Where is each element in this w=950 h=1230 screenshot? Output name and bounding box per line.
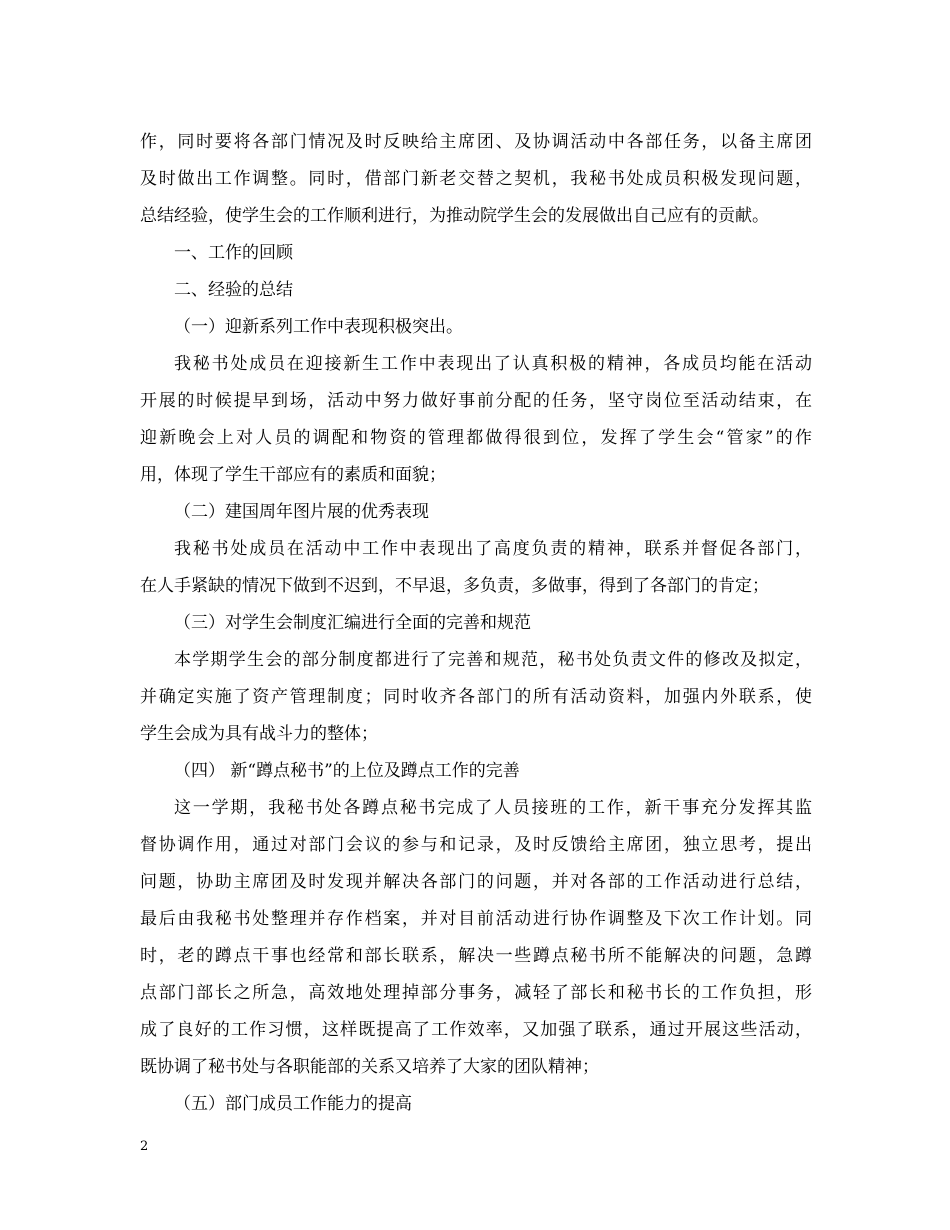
subsection-heading: （五）部门成员工作能力的提高 xyxy=(174,1094,412,1114)
paragraph-line: 在人手紧缺的情况下做到不迟到，不早退，多负责，多做事，得到了各部门的肯定； xyxy=(140,576,769,596)
subsection-heading: （二）建国周年图片展的优秀表现 xyxy=(174,502,429,522)
section-heading: 一、工作的回顾 xyxy=(174,243,293,263)
paragraph-line: 成了良好的工作习惯，这样既提高了工作效率，又加强了联系，通过开展这些活动， xyxy=(140,1020,812,1040)
paragraph-line: 及时做出工作调整。同时，借部门新老交替之契机，我秘书处成员积极发现问题， xyxy=(140,169,812,189)
page-number: 2 xyxy=(140,1139,149,1154)
paragraph-line: 最后由我秘书处整理并存作档案，并对目前活动进行协作调整及下次工作计划。同 xyxy=(140,909,812,929)
subsection-heading: （四） 新“蹲点秘书”的上位及蹲点工作的完善 xyxy=(174,761,520,781)
paragraph-line: 既协调了秘书处与各职能部的关系又培养了大家的团队精神； xyxy=(140,1057,599,1077)
document-body xyxy=(140,124,812,1123)
paragraph-line: 问题，协助主席团及时发现并解决各部门的问题，并对各部的工作活动进行总结， xyxy=(140,872,812,892)
paragraph-line: 并确定实施了资产管理制度；同时收齐各部门的所有活动资料，加强内外联系，使 xyxy=(140,687,812,707)
paragraph-line: 点部门部长之所急，高效地处理掉部分事务，减轻了部长和秘书长的工作负担，形 xyxy=(140,983,812,1003)
paragraph-line: 用，体现了学生干部应有的素质和面貌； xyxy=(140,465,446,485)
paragraph-line: 总结经验，使学生会的工作顺利进行，为推动院学生会的发展做出自己应有的贡献。 xyxy=(140,206,769,226)
paragraph-line: 开展的时候提早到场，活动中努力做好事前分配的任务，坚守岗位至活动结束，在 xyxy=(140,391,812,411)
paragraph-line: 督协调作用，通过对部门会议的参与和记录，及时反馈给主席团，独立思考，提出 xyxy=(140,835,812,855)
subsection-heading: （一）迎新系列工作中表现积极突出。 xyxy=(174,317,463,337)
paragraph-line: 这一学期，我秘书处各蹲点秘书完成了人员接班的工作，新干事充分发挥其监 xyxy=(174,798,812,818)
paragraph-line: 本学期学生会的部分制度都进行了完善和规范，秘书处负责文件的修改及拟定， xyxy=(174,650,812,670)
paragraph-line: 我秘书处成员在活动中工作中表现出了高度负责的精神，联系并督促各部门， xyxy=(174,539,812,559)
paragraph-line: 时，老的蹲点干事也经常和部长联系，解决一些蹲点秘书所不能解决的问题，急蹲 xyxy=(140,946,812,966)
section-heading: 二、经验的总结 xyxy=(174,280,293,300)
paragraph-line: 迎新晚会上对人员的调配和物资的管理都做得很到位，发挥了学生会“管家”的作 xyxy=(140,428,812,448)
paragraph-line: 作，同时要将各部门情况及时反映给主席团、及协调活动中各部任务，以备主席团 xyxy=(140,132,812,152)
paragraph-line: 学生会成为具有战斗力的整体； xyxy=(140,724,378,744)
subsection-heading: （三）对学生会制度汇编进行全面的完善和规范 xyxy=(174,613,531,633)
paragraph-line: 我秘书处成员在迎接新生工作中表现出了认真积极的精神，各成员均能在活动 xyxy=(174,354,812,374)
